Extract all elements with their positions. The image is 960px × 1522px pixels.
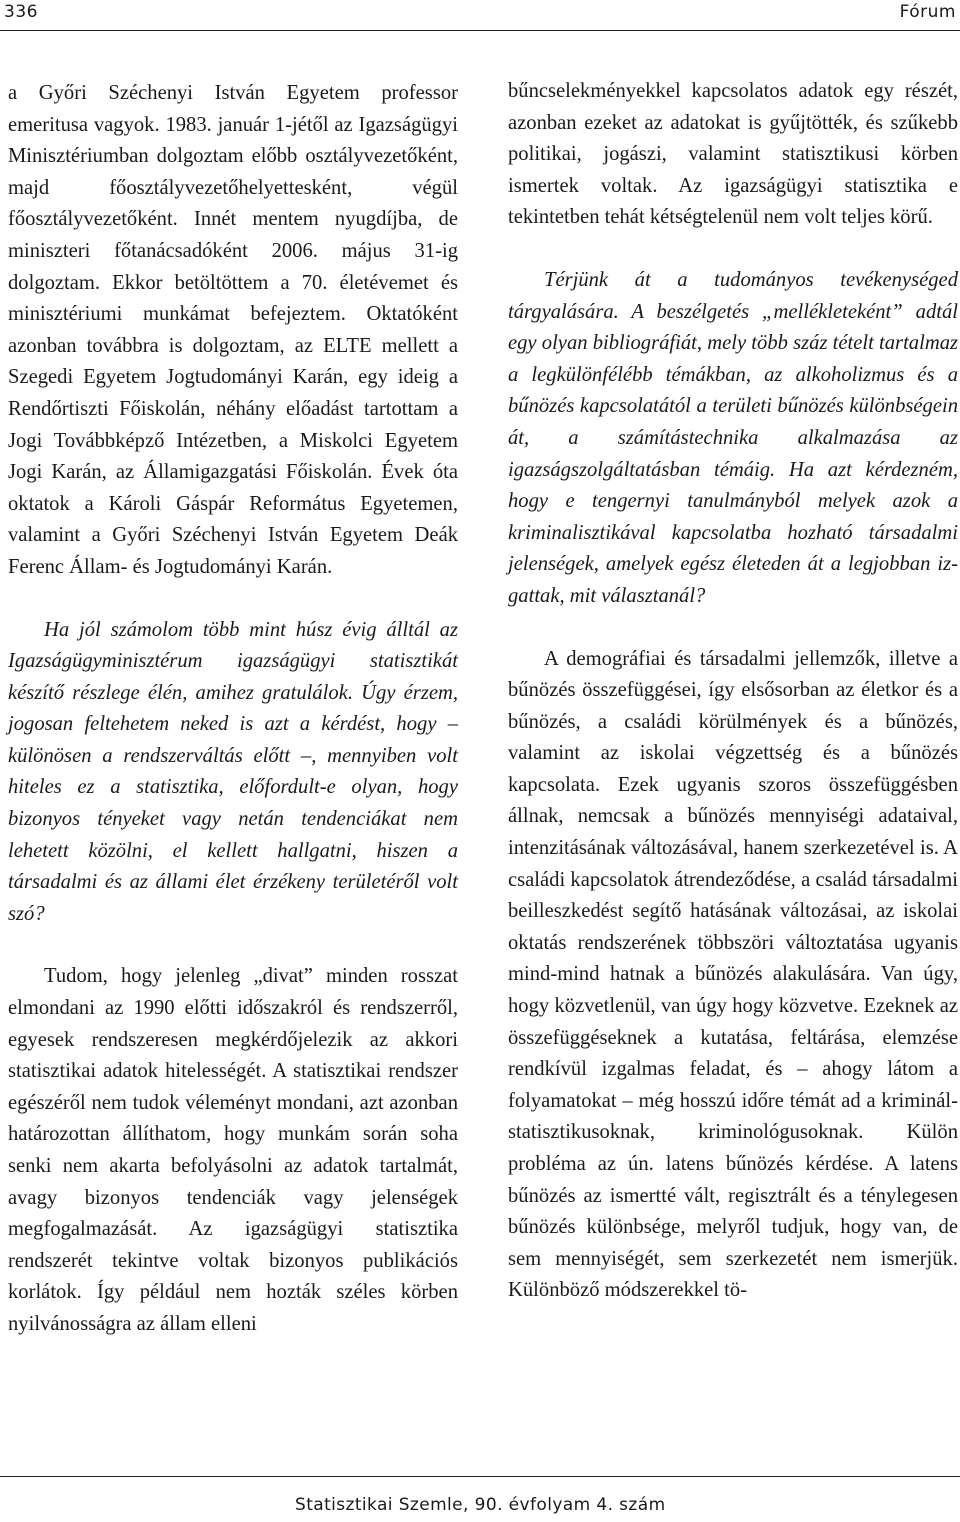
- interview-question: Ha jól számolom több mint húsz évig álltál az Igazságügyminisztérum igazságügyi statisztikát készítő részlege élén, amihez gratulálok. Úgy érzem, jogosan feltehetem neked is azt a kérdést, hogy – különösen a rendszerváltás előtt –, mennyiben volt hiteles ez a statisztika, előfordult-e olyan, hogy bizonyos tényeket vagy netán tendenciákat nem lehetett közölni, el kellett hallgatni, hiszen a társadalmi és az állami élet érzékeny területéről volt szó?: [8, 618, 458, 925]
- page-footer: [0, 1476, 960, 1522]
- interview-question: Térjünk át a tudományos tevékenységed tárgyalására. A beszélgetés „mellékleteként” adtál egy olyan bibliográfiát, mely több száz tételt tartalmaz a legkülönfélébb témákban, az alkoholizmus és a bűnözés kapcsolatától a területi bűnözés különbségein át, a számítástechnika alkalmazása az igazságszolgáltatásban témáig. Ha azt kérdezném, hogy e tengernyi tanulmányból melyek azok a kriminalisztikával kapcsolatba hozható társadalmi jelenségek, amelyek egész életeden át a legjobban izgattak, mit választanál?: [508, 268, 958, 607]
- right-column: [508, 76, 958, 1307]
- answer-paragraph: Tudom, hogy jelenleg „divat” minden rosszat elmondani az 1990 előtti időszakról és rendszerről, egyesek rendszeresen megkérdőjelezik az akkori statisztikai adatok hitelességét. A statisztikai rendszer egészéről nem tudok véleményt mondani, azt azonban határozottan állíthatom, hogy munkám során soha senki nem akarta befolyásolni az adatok tartalmát, avagy bizonyos tendenciák vagy jelenségek megfogalmazását. Az igazságügyi statisztika rendszerét tekintve voltak bizonyos publikációs korlátok. Így például nem hozták széles körben nyilvánosságra az állam elleni: [8, 965, 458, 1335]
- answer-paragraph: a Győri Széchenyi István Egyetem professor emeritusa vagyok. 1983. január 1-jétől az Igazságügyi Minisztériumban dolgoztam előbb osztályvezetőként, majd főosztályvezetőhelyettesként, végül főosztályvezetőként. Innét mentem nyugdíjba, de miniszteri főtanácsadóként 2006. május 31-ig dolgoztam. Ekkor betöltöttem a 70. életévemet és minisztériumi munkámat befejeztem. Oktatóként azonban továbbra is dolgoztam, az ELTE mellett a Szegedi Egyetem Jogtudományi Karán, egy ideig a Rendőrtiszti Főiskolán, néhány előadást tartottam a Jogi Továbbképző Intézetben, a Miskolci Egyetem Jogi Karán, az Államigazgatási Főiskolán. Évek óta oktatok a Károli Gáspár Református Egyetemen, valamint a Győri Széchenyi István Egyetem Deák Ferenc Állam- és Jogtudományi Karán.: [8, 82, 458, 578]
- journal-citation: Statisztikai Szemle, 90. évfolyam 4. szám: [295, 1495, 666, 1515]
- answer-paragraph: bűncselekményekkel kapcsolatos adatok egy részét, azonban ezeket az adatokat is gyűjtötték, és szűkebb politikai, jogászi, valamint statisztikusi körben ismertek voltak. Az igazságügyi statisztika e tekintetben tehát kétségtelenül nem volt teljes körű.: [508, 80, 958, 229]
- answer-paragraph: A demográfiai és társadalmi jellemzők, illetve a bűnözés összefüggései, így elsősorban az életkor és a bűnözés, a családi körülmények és a bűnözés, valamint az iskolai végzettség és a bűnözés kapcsolata. Ezek ugyanis szoros összefüggésben állnak, nemcsak a bűnözés mennyiségi adataival, intenzitásának változásával, hanem szerkezetével is. A családi kapcsolatok átrendeződése, a család társadalmi beilleszkedést segítő hatásának változásai, az iskolai oktatás rendszerének többszöri változtatása ugyanis mind-mind hatnak a bűnözés alakulására. Van úgy, hogy közvetlenül, van úgy hogy közvetve. Ezeknek az összefüggéseknek a kutatása, feltárása, elemzése rendkívül izgalmas feladat, és – ahogy látom a folyamatokat – még hosszú időre témát ad a kriminálstatisztikusoknak, kriminológusoknak. Külön probléma az ún. latens bűnözés kérdése. A latens bűnözés az ismertté vált, regisztrált és a ténylegesen bűnözés különbsége, melyről tudjuk, hogy van, de sem mennyiségét, sem szerkezetét nem ismerjük. Különböző módszerekkel tö-: [508, 647, 958, 1302]
- left-column: [8, 78, 458, 1341]
- page-header: [0, 0, 960, 31]
- page-number: 336: [4, 2, 38, 22]
- section-title: Fórum: [899, 2, 956, 22]
